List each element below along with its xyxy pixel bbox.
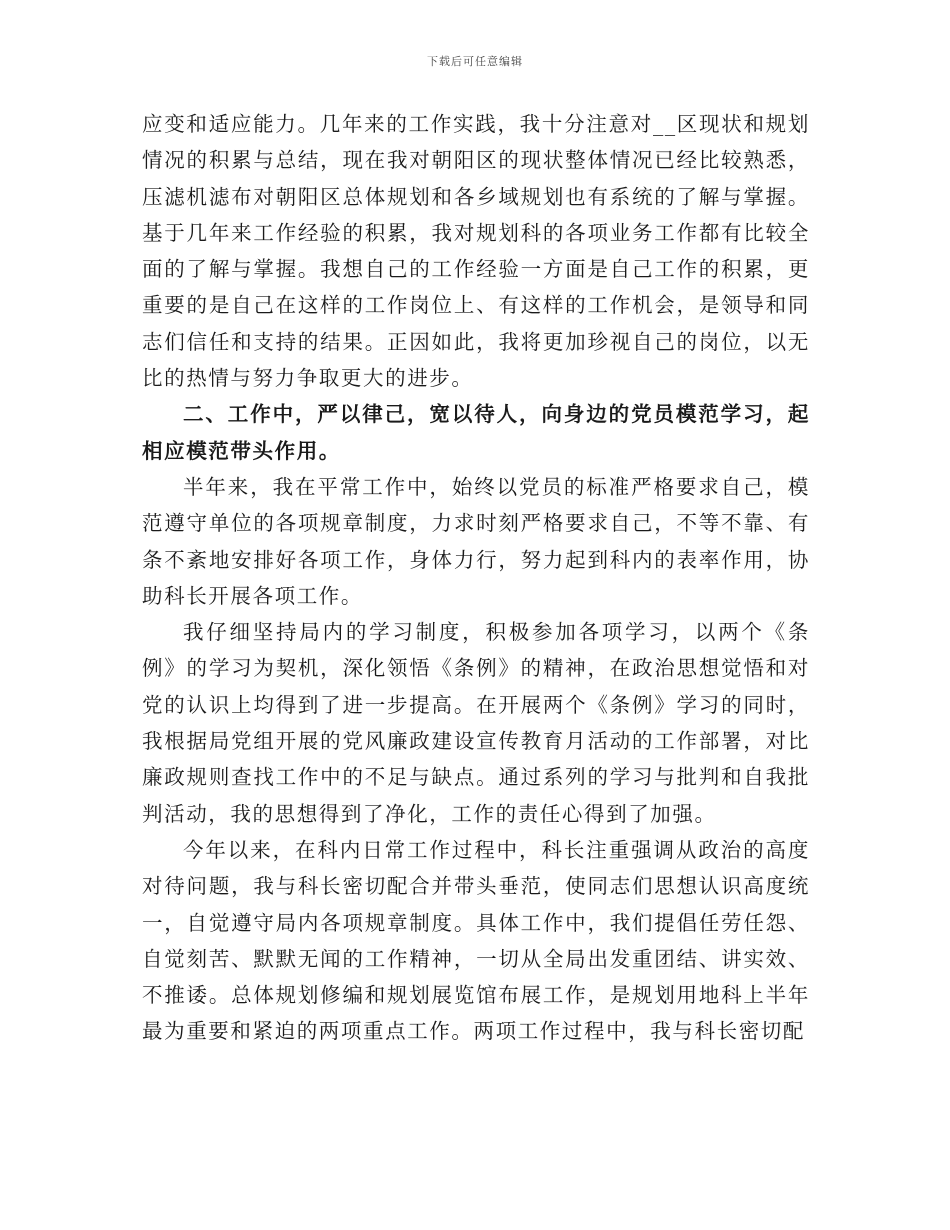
paragraph-study: 我仔细坚持局内的学习制度，积极参加各项学习，以两个《条例》的学习为契机，深化领悟《条例》的精神，在政治思想觉悟和对党的认识上均得到了进一步提高。在开展两个《条例》学习的同时，我根据局党组开展的党风廉政建设宣传教育月活动的工作部署，对比廉政规则查找工作中的不足与缺点。通过系列的学习与批判和自我批判活动，我的思想得到了净化，工作的责任心得到了加强。 xyxy=(142,620,810,826)
page-header: 下载后可任意编辑 xyxy=(427,55,523,68)
paragraph-half-year: 半年来，我在平常工作中，始终以党员的标准严格要求自己，模范遵守单位的各项规章制度，力求时刻严格要求自己，不等不靠、有条不紊地安排好各项工作，身体力行，努力起到科内的表率作用，协助科长开展各项工作。 xyxy=(142,474,810,608)
paragraph-this-year: 今年以来，在科内日常工作过程中，科长注重强调从政治的高度对待问题，我与科长密切配合并带头垂范，使同志们思想认识高度统一，自觉遵守局内各项规章制度。具体工作中，我们提倡任劳任怨、自觉刻苦、默默无闻的工作精神，一切从全局出发重团结、讲实效、不推诿。总体规划修编和规划展览馆布展工作，是规划用地科上半年最为重要和紧迫的两项重点工作。两项工作过程中，我与科长密切配 xyxy=(142,837,810,1044)
document-body xyxy=(142,106,810,1050)
section-heading: 二、工作中，严以律己，宽以待人，向身边的党员模范学习，起相应模范带头作用。 xyxy=(142,402,810,463)
paragraph-continuation: 应变和适应能力。几年来的工作实践，我十分注意对__区现状和规划情况的积累与总结，现在我对朝阳区的现状整体情况已经比较熟悉，压滤机滤布对朝阳区总体规划和各乡域规划也有系统的了解与掌握。基于几年来工作经验的积累，我对规划科的各项业务工作都有比较全面的了解与掌握。我想自己的工作经验一方面是自己工作的积累，更重要的是自己在这样的工作岗位上、有这样的工作机会，是领导和同志们信任和支持的结果。正因如此，我将更加珍视自己的岗位，以无比的热情与努力争取更大的进步。 xyxy=(142,112,810,391)
